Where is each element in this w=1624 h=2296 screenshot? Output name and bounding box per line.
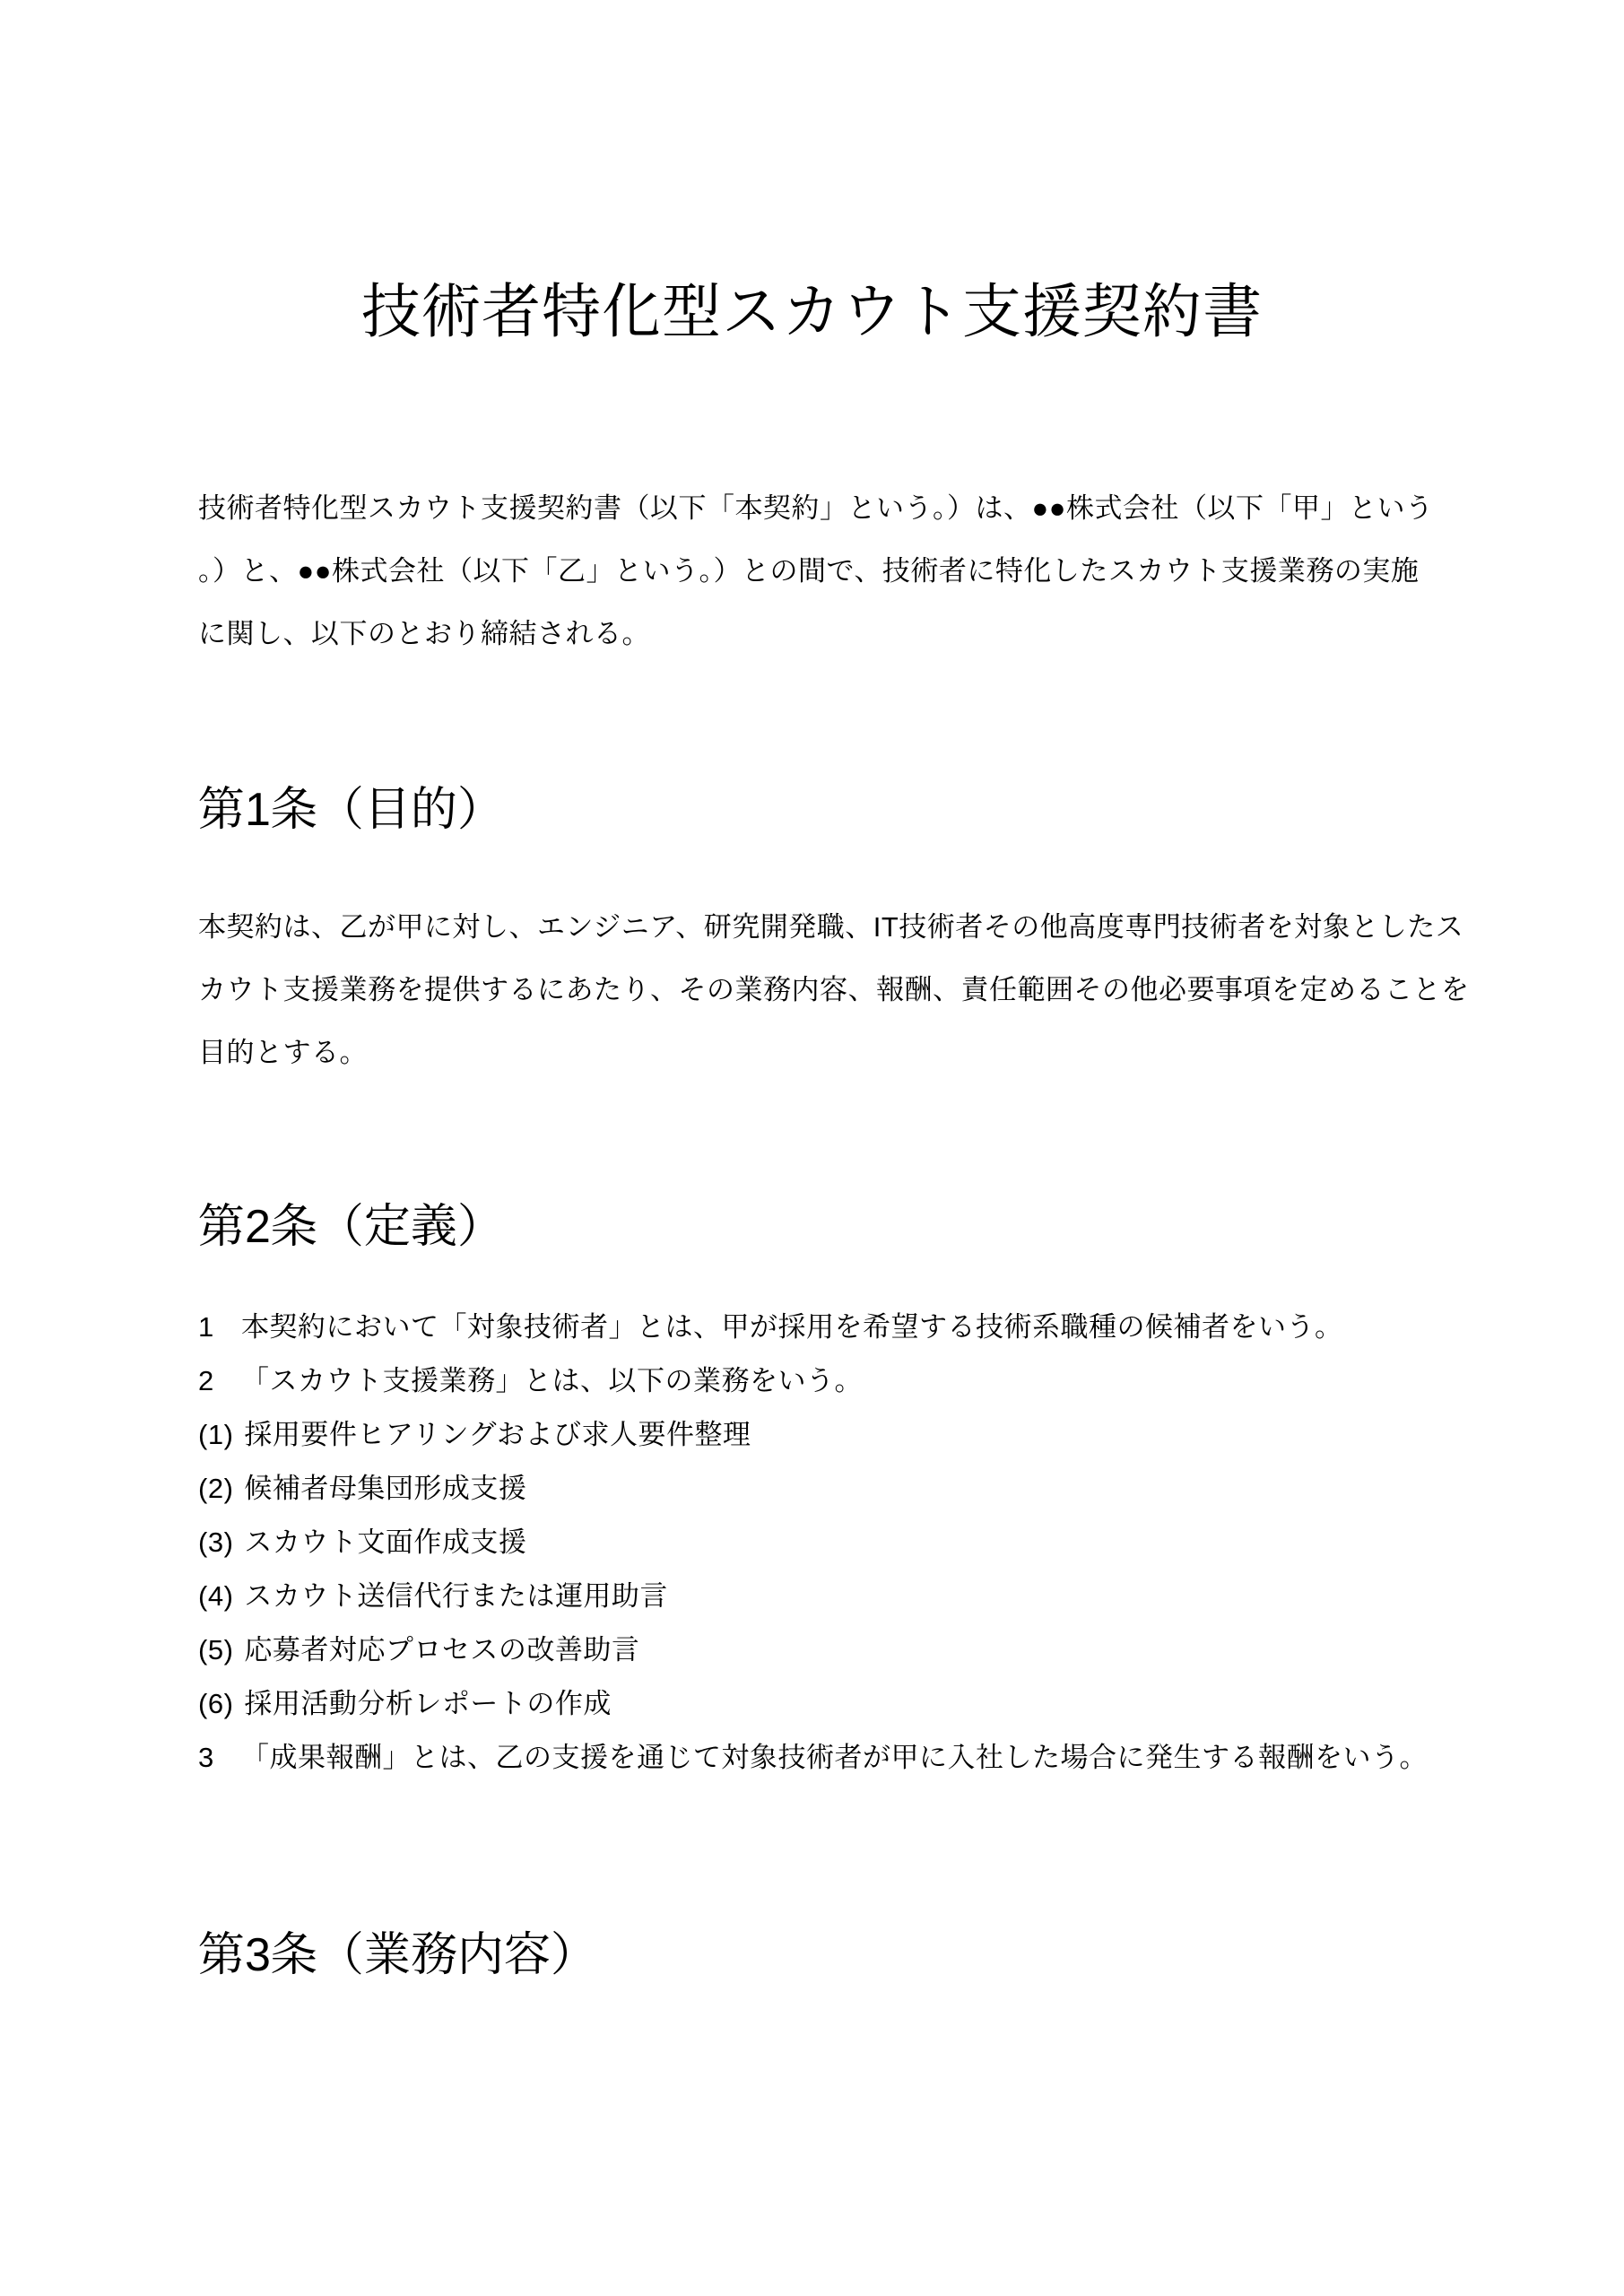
intro-line: に関し、以下のとおり締結される。 bbox=[198, 618, 650, 650]
item-marker: 1 bbox=[198, 1311, 214, 1344]
item-text: 「スカウト支援業務」とは、以下の業務をいう。 bbox=[241, 1365, 863, 1397]
item-marker: (2) bbox=[198, 1473, 234, 1505]
list-item bbox=[198, 1677, 1426, 1731]
item-text: 応募者対応プロセスの改善助言 bbox=[244, 1634, 640, 1666]
item-text: 「成果報酬」とは、乙の支援を通じて対象技術者が甲に入社した場合に発生する報酬をいう。 bbox=[241, 1742, 1428, 1774]
item-marker: 2 bbox=[198, 1365, 214, 1397]
section-heading-article3: 第3条（業務内容） bbox=[198, 1929, 597, 1982]
list-item bbox=[198, 1408, 1426, 1462]
list-item bbox=[198, 1623, 1426, 1677]
item-marker: (4) bbox=[198, 1580, 234, 1613]
list-item bbox=[198, 1300, 1426, 1354]
item-marker: (5) bbox=[198, 1634, 234, 1666]
list-item bbox=[198, 1731, 1426, 1785]
article1-line: 目的とする。 bbox=[198, 1037, 368, 1069]
intro-paragraph bbox=[198, 477, 1434, 665]
item-marker: (3) bbox=[198, 1526, 234, 1559]
item-text: 採用活動分析レポートの作成 bbox=[244, 1688, 612, 1720]
item-marker: (6) bbox=[198, 1688, 234, 1720]
item-text: スカウト送信代行または運用助言 bbox=[244, 1580, 668, 1613]
list-item bbox=[198, 1516, 1426, 1570]
item-text: 本契約において「対象技術者」とは、甲が採用を希望する技術系職種の候補者をいう。 bbox=[241, 1311, 1343, 1344]
document-title: 技術者特化型スカウト支援契約書 bbox=[361, 278, 1263, 344]
list-item bbox=[198, 1570, 1426, 1623]
section-heading-article1: 第1条（目的） bbox=[198, 784, 504, 837]
item-marker: 3 bbox=[198, 1742, 214, 1774]
item-marker: (1) bbox=[198, 1419, 234, 1451]
article1-line: カウト支援業務を提供するにあたり、その業務内容、報酬、責任範囲その他必要事項を定めることを bbox=[198, 974, 1470, 1006]
item-text: 候補者母集団形成支援 bbox=[244, 1473, 527, 1505]
article1-paragraph bbox=[198, 896, 1470, 1084]
item-text: スカウト文面作成支援 bbox=[244, 1526, 527, 1559]
item-text: 採用要件ヒアリングおよび求人要件整理 bbox=[244, 1419, 751, 1451]
section-heading-article2: 第2条（定義） bbox=[198, 1201, 504, 1254]
list-item bbox=[198, 1354, 1426, 1408]
intro-line: 技術者特化型スカウト支援契約書（以下「本契約」という。）は、●●株式会社（以下「甲」という bbox=[198, 492, 1434, 525]
list-item bbox=[198, 1462, 1426, 1516]
article1-line: 本契約は、乙が甲に対し、エンジニア、研究開発職、IT技術者その他高度専門技術者を対象としたス bbox=[198, 911, 1464, 944]
definitions-list bbox=[198, 1300, 1426, 1785]
intro-line: 。）と、●●株式会社（以下「乙」という。）との間で、技術者に特化したスカウト支援業務の実施 bbox=[198, 555, 1420, 587]
